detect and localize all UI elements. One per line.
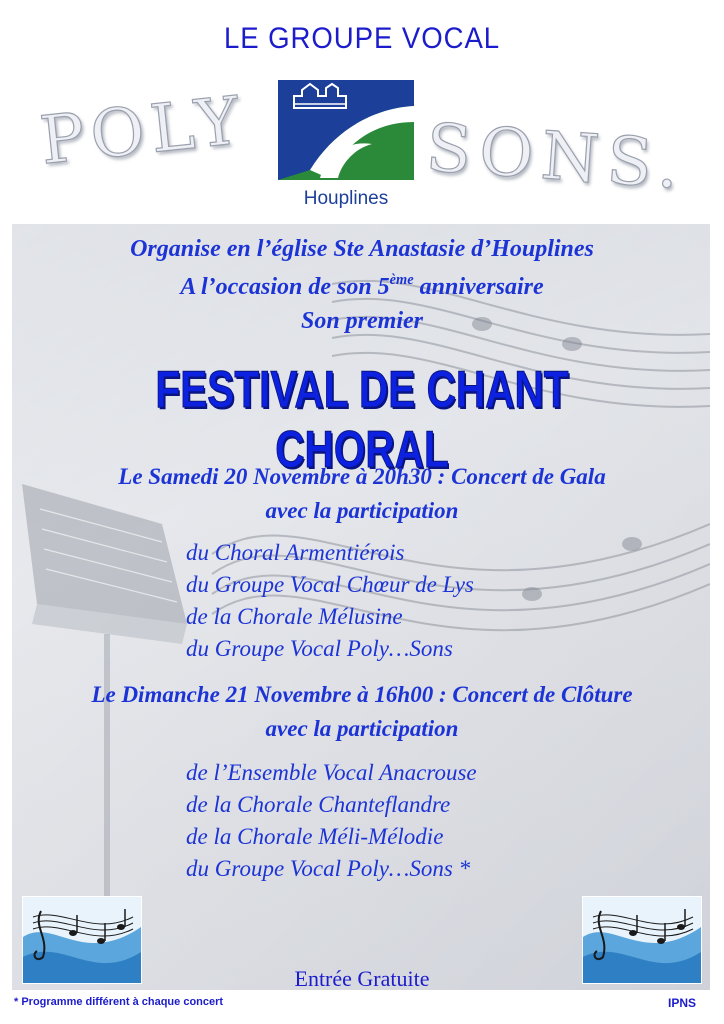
festival-title: FESTIVAL DE CHANT CHORAL bbox=[155, 361, 569, 479]
concert-2-choir: du Groupe Vocal Poly…Sons * bbox=[186, 856, 471, 881]
footnote: * Programme différent à chaque concert bbox=[14, 996, 224, 1008]
poly-wordmark: POLY bbox=[36, 81, 250, 180]
header-title: LE GROUPE VOCAL bbox=[223, 22, 501, 55]
intro-ordinal-suffix: ème bbox=[389, 272, 414, 288]
intro-line-2 bbox=[0, 272, 724, 301]
concert-2-choir: de la Chorale Chanteflandre bbox=[186, 792, 451, 817]
intro-line-3: Son premier bbox=[300, 308, 423, 334]
concert-1-choir: de la Chorale Mélusine bbox=[186, 604, 403, 629]
concert-2-choir: de la Chorale Méli-Mélodie bbox=[186, 824, 444, 849]
logo-text: Houplines bbox=[303, 188, 389, 209]
entry-note: Entrée Gratuite bbox=[294, 966, 430, 991]
concert-1-choir: du Groupe Vocal Poly…Sons bbox=[186, 636, 453, 661]
ipns-mark: IPNS bbox=[668, 996, 697, 1010]
houplines-logo bbox=[276, 78, 416, 212]
concert-1-participation: avec la participation bbox=[265, 498, 459, 523]
houplines-emblem-icon bbox=[276, 78, 416, 212]
concert-2-participation: avec la participation bbox=[265, 716, 459, 741]
concert-1-choir: du Choral Armentiérois bbox=[186, 540, 405, 565]
concert-2-heading: Le Dimanche 21 Novembre à 16h00 : Concert de Clôture bbox=[91, 682, 633, 707]
concert-2-choir: de l’Ensemble Vocal Anacrouse bbox=[186, 760, 477, 785]
concert-1-heading: Le Samedi 20 Novembre à 20h30 : Concert de Gala bbox=[118, 464, 606, 489]
intro-line-2-end: anniversaire bbox=[413, 274, 544, 301]
intro-line-1: Organise en l’église Ste Anastasie d’Houplines bbox=[130, 236, 594, 262]
intro-line-2-text: A l’occasion de son 5 bbox=[180, 274, 390, 301]
sons-wordmark: SONS. bbox=[423, 108, 690, 205]
concert-1-choir: du Groupe Vocal Chœur de Lys bbox=[186, 572, 474, 597]
